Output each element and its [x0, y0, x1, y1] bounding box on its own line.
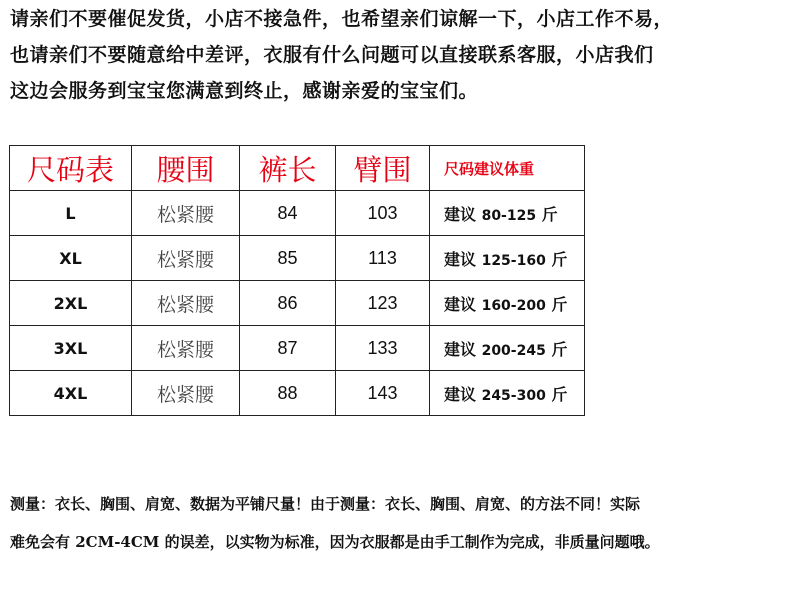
cell-arm: 113: [336, 236, 430, 281]
rec-prefix: 建议: [444, 384, 482, 404]
cell-arm: 133: [336, 326, 430, 371]
cell-size: XL: [10, 236, 132, 281]
notice-line-2: 也请亲们不要随意给中差评，衣服有什么问题可以直接联系客服，小店我们: [10, 44, 654, 66]
notice-line-1: 请亲们不要催促发货，小店不接急件，也希望亲们谅解一下，小店工作不易，: [10, 8, 674, 30]
size-chart-table: [9, 145, 585, 416]
table-row: [10, 281, 585, 326]
cell-size: 3XL: [10, 326, 132, 371]
header-size-chart: 尺码表: [10, 146, 132, 191]
rec-range: 80-125: [481, 207, 537, 224]
cell-waist: 松紧腰: [132, 191, 240, 236]
notice-text: [10, 8, 780, 116]
cell-size: L: [10, 191, 132, 236]
notice-line-3: 这边会服务到宝宝您满意到终止，感谢亲爱的宝宝们。: [10, 80, 479, 102]
rec-unit: 斤: [545, 249, 568, 269]
rec-range: 125-160: [481, 252, 546, 269]
rec-prefix: 建议: [444, 294, 482, 314]
table-row: [10, 191, 585, 236]
cell-arm: 123: [336, 281, 430, 326]
rec-unit: 斤: [536, 204, 558, 224]
rec-unit: 斤: [545, 294, 568, 314]
header-pants-length: 裤长: [240, 146, 336, 191]
table-row: [10, 371, 585, 416]
table-header-row: [10, 146, 585, 191]
cell-recommended-weight: [430, 236, 585, 281]
measurement-note: [10, 494, 780, 570]
cell-length: 88: [240, 371, 336, 416]
cell-length: 86: [240, 281, 336, 326]
cell-recommended-weight: [430, 371, 585, 416]
cell-length: 85: [240, 236, 336, 281]
rec-unit: 斤: [545, 339, 568, 359]
cell-arm: 103: [336, 191, 430, 236]
cell-size: 4XL: [10, 371, 132, 416]
cell-length: 87: [240, 326, 336, 371]
rec-range: 245-300: [481, 387, 546, 404]
table-row: [10, 236, 585, 281]
rec-prefix: 建议: [444, 249, 482, 269]
rec-range: 160-200: [481, 297, 546, 314]
table-row: [10, 326, 585, 371]
rec-prefix: 建议: [444, 204, 482, 224]
cell-waist: 松紧腰: [132, 281, 240, 326]
header-waist: 腰围: [132, 146, 240, 191]
cell-length: 84: [240, 191, 336, 236]
cell-waist: 松紧腰: [132, 371, 240, 416]
cell-recommended-weight: [430, 326, 585, 371]
header-recommended-weight: 尺码建议体重: [430, 146, 585, 191]
cell-recommended-weight: [430, 191, 585, 236]
cell-waist: 松紧腰: [132, 236, 240, 281]
cell-waist: 松紧腰: [132, 326, 240, 371]
rec-range: 200-245: [481, 342, 546, 359]
measurement-note-line-1: 测量：衣长、胸围、肩宽、数据为平铺尺量！由于测量：衣长、胸围、肩宽、的方法不同！实际: [10, 495, 641, 513]
rec-prefix: 建议: [444, 339, 482, 359]
rec-unit: 斤: [545, 384, 568, 404]
header-arm-circumference: 臂围: [336, 146, 430, 191]
cell-size: 2XL: [10, 281, 132, 326]
measurement-note-line-2: 难免会有 2CM-4CM 的误差，以实物为标准，因为衣服都是由手工制作为完成，非质量问题哦。: [10, 533, 660, 551]
cell-recommended-weight: [430, 281, 585, 326]
cell-arm: 143: [336, 371, 430, 416]
